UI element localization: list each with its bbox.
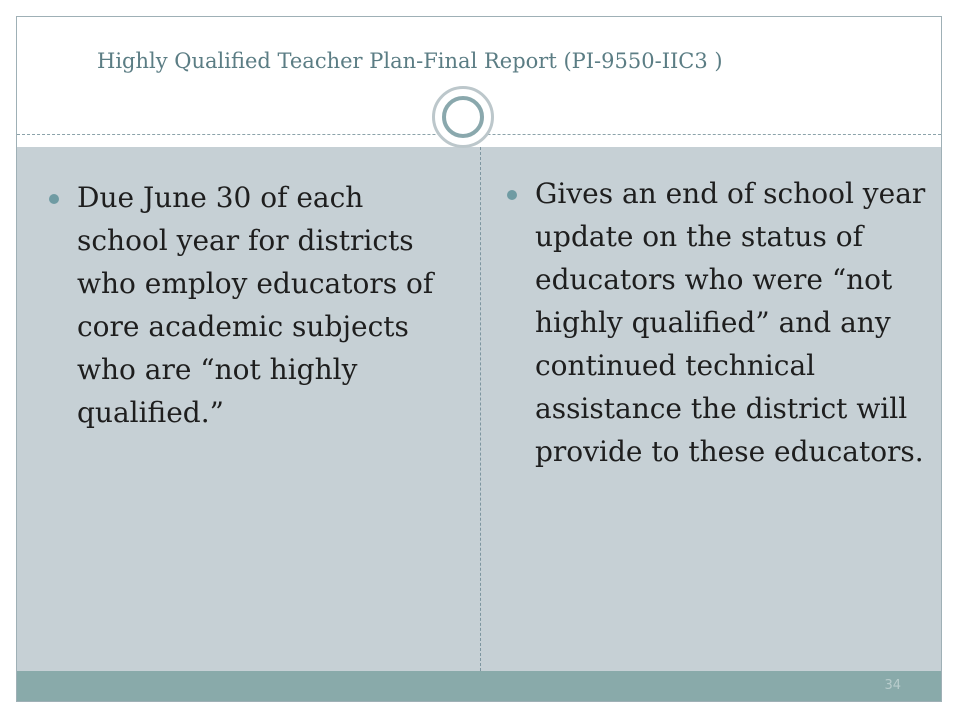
bullet-left: [77, 176, 462, 434]
slide-title: Highly Qualified Teacher Plan-Final Report (PI-9550-IIC3 ): [97, 49, 723, 73]
bullet-dot-icon: [49, 194, 59, 204]
bullet-dot-icon: [507, 190, 517, 200]
footer-bar: [17, 671, 941, 702]
bullet-right-text: Gives an end of school year update on the status of educators who were “not highly qualified” and any continued technical assistance the district will provide to these educators.: [535, 177, 926, 468]
bullet-left-text: Due June 30 of each school year for districts who employ educators of core academic subjects who are “not highly qualified.”: [77, 181, 434, 429]
bullet-right: [535, 172, 930, 473]
circle-ornament-icon: [432, 86, 494, 148]
slide-number: 34: [884, 678, 901, 693]
circle-ornament-inner: [442, 96, 484, 138]
column-divider: [480, 147, 481, 671]
